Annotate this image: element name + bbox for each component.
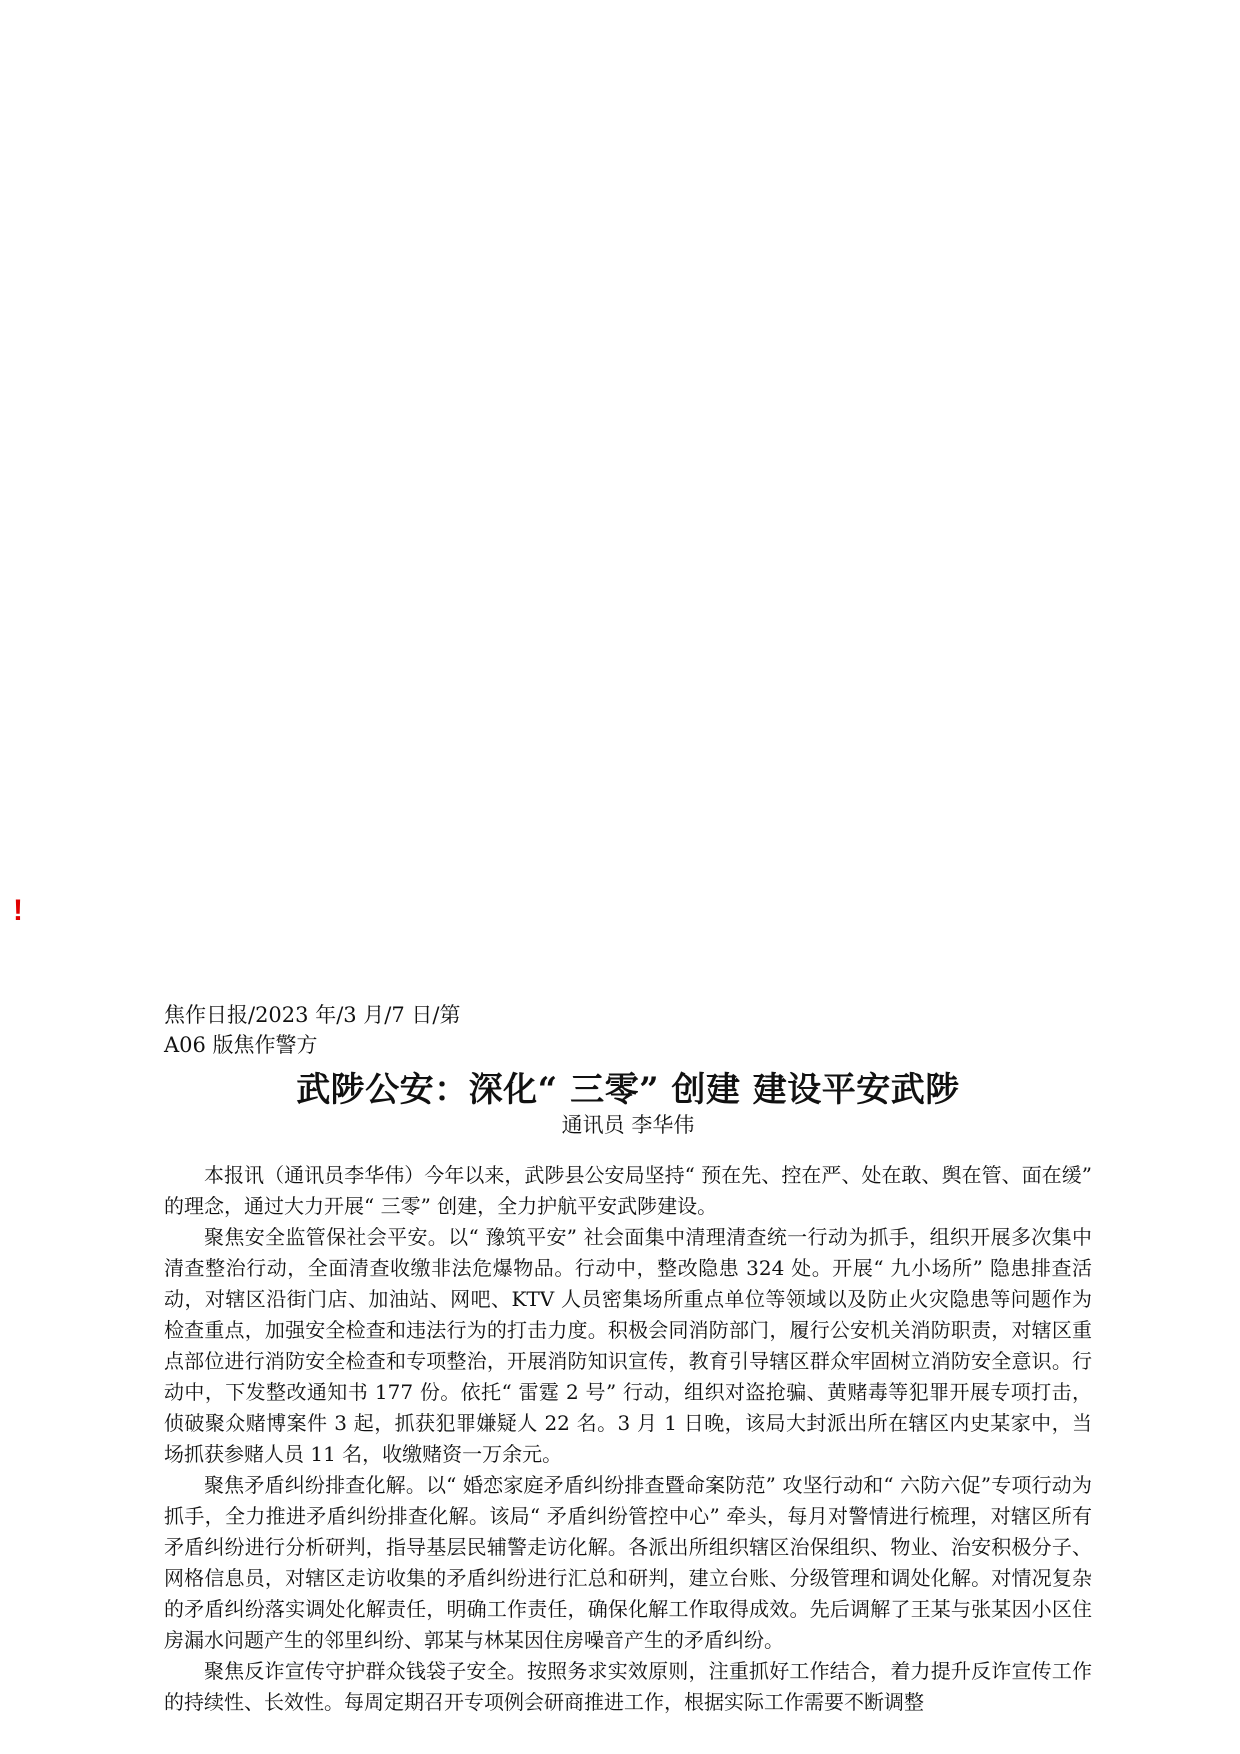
article-headline: 武陟公安：深化“ 三零” 创建 建设平安武陟 xyxy=(296,1070,960,1110)
news-article xyxy=(164,1000,1092,1718)
article-paragraph: 聚焦矛盾纠纷排查化解。以“ 婚恋家庭矛盾纠纷排查暨命案防范” 攻坚行动和“ 六防六促”专项行动为抓手，全力推进矛盾纠纷排查化解。该局“ 矛盾纠纷管控中心” 牵头，每月对警情进行梳理，对辖区所有矛盾纠纷进行分析研判，指导基层民辅警走访化解。各派出所组织辖区治保组织、物业、治安积极分子、网格信息员，对辖区走访收集的矛盾纠纷进行汇总和研判，建立台账、分级管理和调处化解。对情况复杂的矛盾纠纷落实调处化解责任，明确工作责任，确保化解工作取得成效。先后调解了王某与张某因小区住房漏水问题产生的邻里纠纷、郭某与林某因住房噪音产生的矛盾纠纷。 xyxy=(164,1473,1092,1652)
article-paragraph: 聚焦反诈宣传守护群众钱袋子安全。按照务求实效原则，注重抓好工作结合，着力提升反诈宣传工作的持续性、长效性。每周定期召开专项例会研商推进工作，根据实际工作需要不断调整 xyxy=(164,1659,1092,1714)
article-paragraph: 本报讯（通讯员李华伟）今年以来，武陟县公安局坚持“ 预在先、控在严、处在敢、舆在管、面在缓” 的理念，通过大力开展“ 三零” 创建，全力护航平安武陟建设。 xyxy=(164,1163,1092,1218)
article-paragraph: 聚焦安全监管保社会平安。以“ 豫筑平安” 社会面集中清理清查统一行动为抓手，组织开展多次集中清查整治行动，全面清查收缴非法危爆物品。行动中，整改隐患 324 处。开展“ 九小场所” 隐患排查活动，对辖区沿街门店、加油站、网吧、KTV 人员密集场所重点单位等领域以及防止火灾隐患等问题作为检查重点，加强安全检查和违法行为的打击力度。积极会同消防部门，履行公安机关消防职责，对辖区重点部位进行消防安全检查和专项整治，开展消防知识宣传，教育引导辖区群众牢固树立消防安全意识。行动中，下发整改通知书 177 份。依托“ 雷霆 2 号” 行动，组织对盗抢骗、黄赌毒等犯罪开展专项打击，侦破聚众赌博案件 3 起，抓获犯罪嫌疑人 22 名。3 月 1 日晚，该局大封派出所在辖区内史某家中，当场抓获参赌人员 11 名，收缴赌资一万余元。 xyxy=(164,1225,1092,1466)
warning-mark: ! xyxy=(13,894,23,927)
article-byline: 通讯员 李华伟 xyxy=(561,1113,695,1137)
article-source: 焦作日报/2023 年/3 月/7 日/第 A06 版焦作警方 xyxy=(164,1003,461,1057)
